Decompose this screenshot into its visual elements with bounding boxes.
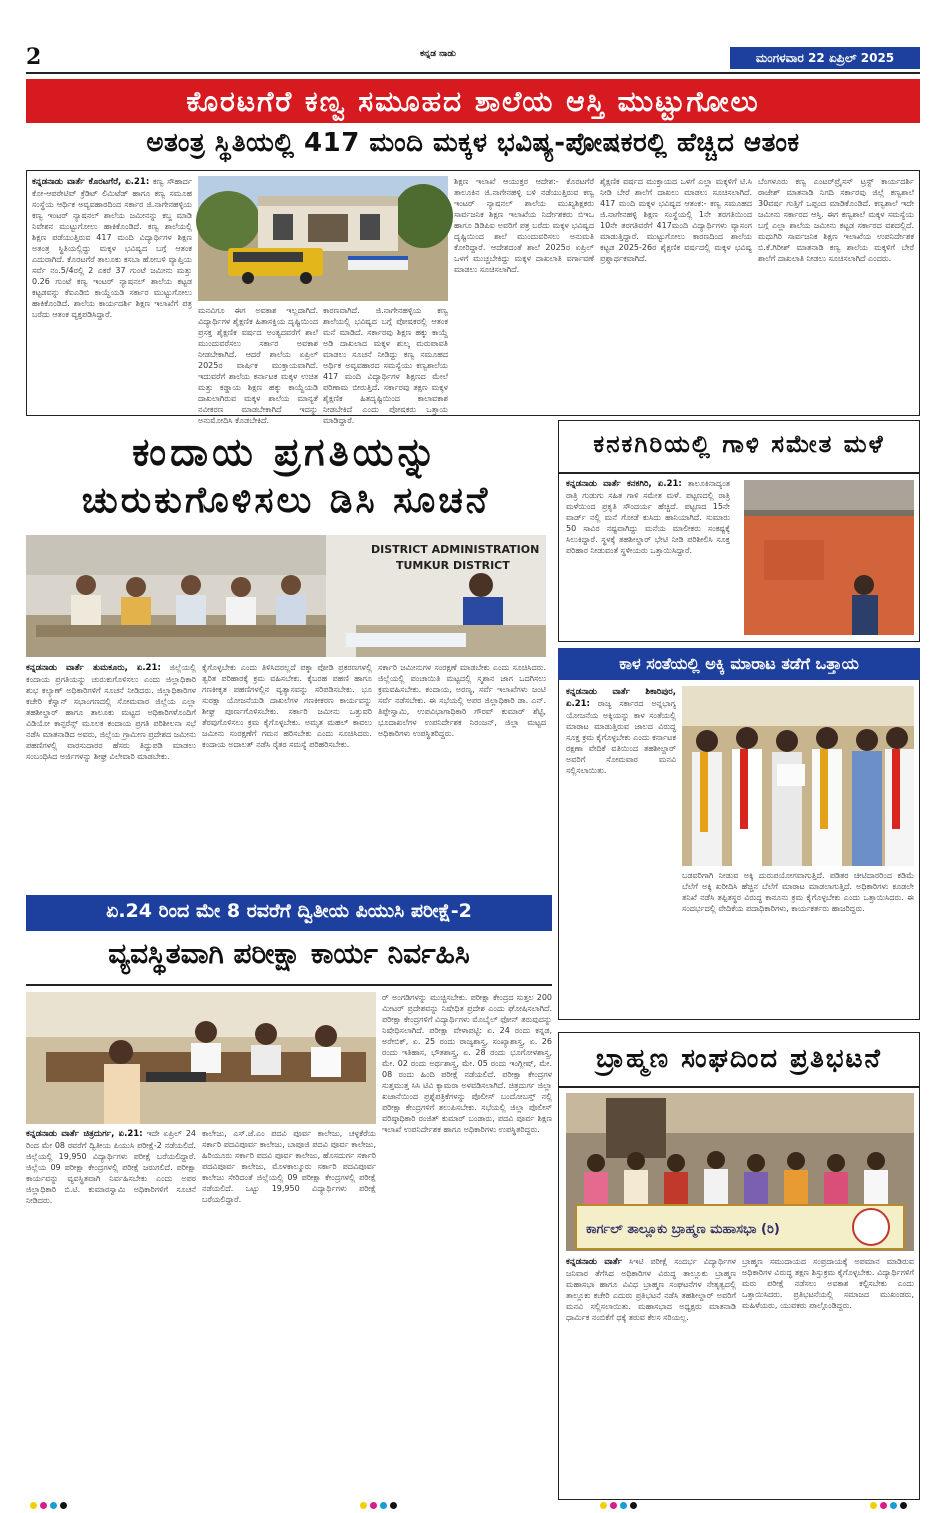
- registration-marks-center2: [600, 1494, 640, 1513]
- story1-col6: [758, 176, 914, 412]
- story1-headline: ಅತಂತ್ರ ಸ್ಥಿತಿಯಲ್ಲಿ 417 ಮಂದಿ ಮಕ್ಕಳ ಭವಿಷ್ಯ-ಪೋಷಕರಲ್ಲಿ ಹೆಚ್ಚಿದ ಆತಂಕ: [146, 128, 800, 158]
- story2-text3: ಸರ್ಕಾರಿ ಜಮೀನುಗಳ ಸಂರಕ್ಷಣೆ ಮಾಡಬೇಕು ಎಂದು ಸೂಚಿಸಿದರು. ಜಿಲ್ಲೆಯಲ್ಲಿ ಪಂಚಾಯಿತಿ ಮಟ್ಟದಲ್ಲಿ ಸ್ಮಶಾನ ಜಾಗ ಒದಗಿಸಲು ಕ್ರಮವಹಿಸಬೇಕು. ಕಂದಾಯ, ಅರಣ್ಯ, ಸರ್ವೆ ಇಲಾಖೆಗಳು ಜಂಟಿ ಸರ್ವೆ ನಡೆಸಬೇಕು. ಈ ಸಭೆಯಲ್ಲಿ ಅಪರ ಜಿಲ್ಲಾಧಿಕಾರಿ ಡಾ. ಎನ್. ತಿಪ್ಪೇಸ್ವಾಮಿ, ಉಪವಿಭಾಗಾಧಿಕಾರಿ ಗೌರವ್ ಕುಮಾರ್ ಶೆಟ್ಟಿ, ಭೂದಾಖಲೆಗಳ ಉಪನಿರ್ದೇಶಕ ನಿರಂಜನ್, ಜಿಲ್ಲಾ ಮಟ್ಟದ ಅಧಿಕಾರಿಗಳು ಉಪಸ್ಥಿತರಿದ್ದರು.: [378, 663, 546, 738]
- page-number: 2: [26, 44, 42, 70]
- story3-col: [566, 478, 730, 638]
- story6-byline: ಕನ್ನಡನಾಡು ವಾರ್ತೆ: [566, 1257, 623, 1267]
- story4-col-bottom: [682, 870, 914, 1015]
- story2-headline-line1: ಕಂದಾಯ ಪ್ರಗತಿಯನ್ನು: [132, 430, 440, 474]
- story1-text5: ಶೈಕ್ಷಣಿಕ ವರ್ಷದ ಮುಕ್ತಾಯದ ಒಳಗೆ ಎಲ್ಲಾ ಮಕ್ಕಳಿಗೆ ಟಿ.ಸಿ ನೀಡಿ ಬೇರೆ ಶಾಲೆಗೆ ದಾಖಲು ಮಾಡಲು ಸೂಚಿಸಲಾಗಿದೆ. 417 ಮಂದಿ ಮಕ್ಕಳ ಭವಿಷ್ಯದ ಆತಂಕ:- ಕಣ್ವ ಸಮೂಹದ ಜಿ.ನಾಗೇನಹಳ್ಳಿ ಶಿಕ್ಷಣ ಸಂಸ್ಥೆಯಲ್ಲಿ 1ನೇ ತರಗತಿಯಿಂದ 10ನೇ ತರಗತಿವರೆಗೆ 417ಮಂದಿ ವಿದ್ಯಾರ್ಥಿಗಳು ವ್ಯಾಸಂಗ ಮಾಡುತ್ತಿದ್ದಾರೆ. ಮುಟ್ಟುಗೋಲು ಕಾರಣದಿಂದ ಶಾಲೆಯ ಕಟ್ಟಡ 2025-26ರ ಶೈಕ್ಷಣಿಕ ವರ್ಷದಲ್ಲಿ ಮಕ್ಕಳ ಭವಿಷ್ಯ ಪ್ರಶ್ನಾರ್ಥಕವಾಗಿದೆ.: [600, 177, 752, 263]
- story3-headline: ಕನಕಗಿರಿಯಲ್ಲಿ ಗಾಳಿ ಸಮೇತ ಮಳೆ: [593, 430, 885, 458]
- protest-banner-text: ಕಾರ್ಗಲ್ ತಾಲ್ಲೂಕು ಬ್ರಾಹ್ಮಣ ಮಹಾಸಭಾ (ರಿ): [586, 1222, 780, 1237]
- story5-col2: [202, 1128, 376, 1500]
- sign-line2: TUMKUR DISTRICT: [396, 559, 510, 572]
- story3-rule: [558, 472, 920, 474]
- paper-name: ಕನ್ನಡ ನಾಡು: [420, 49, 456, 59]
- story2-text1: ಜಿಲ್ಲೆಯಲ್ಲಿ ಕಂದಾಯ ಪ್ರಗತಿಯನ್ನು ಚುರುಕುಗೊಳಿಸಲು ಎಂದು ಜಿಲ್ಲಾಧಿಕಾರಿ ಶುಭ ಕಲ್ಯಾಣ್ ಅಧಿಕಾರಿಗಳಿಗೆ ಸೂಚನೆ ನೀಡಿದರು. ಜಿಲ್ಲಾಧಿಕಾರಿಗಳ ಕಚೇರಿ ಕೆಸ್ವಾನ್ ಸಭಾಂಗಣದಲ್ಲಿ ಸೋಮವಾರ ಜಿಲ್ಲೆಯ ಎಲ್ಲಾ ತಹಶೀಲ್ದಾರ್ ಹಾಗೂ ತಾಲೂಕು ಮಟ್ಟದ ಅಧಿಕಾರಿಗಳೊಂದಿಗೆ ವಿಡಿಯೋ ಕಾನ್ಫರೆನ್ಸ್ ಮೂಲಕ ಕಂದಾಯ ಪ್ರಗತಿ ಪರಿಶೀಲನಾ ಸಭೆ ನಡೆಸಿ ಮಾತನಾಡಿದ ಅವರು, ಜಿಲ್ಲೆಯ ಗ್ರಾಮೀಣ ಪ್ರದೇಶದ ಜಮೀನು ಪಹಣಿಗಳಲ್ಲಿ ವಾರಸುದಾರರ ಹೆಸರು ತಿದ್ದುಪಡಿ ಮಾಡಲು ಸಂಬಂಧಿಸಿದ ಅರ್ಜಿಗಳನ್ನು ಶೀಘ್ರ ವಿಲೇವಾರಿ ಮಾಡಬೇಕು.: [26, 663, 196, 761]
- story3-byline: ಕನ್ನಡನಾಡು ವಾರ್ತೆ ಕನಕಗಿರಿ, ಏ.21:: [566, 479, 682, 489]
- story1-byline: ಕನ್ನಡನಾಡು ವಾರ್ತೆ ಕೊರಟಗೆರೆ, ಏ.21:: [32, 177, 150, 187]
- story6-col1: [566, 1256, 736, 1496]
- story5-rule: [26, 984, 552, 986]
- story5-byline: ಕನ್ನಡನಾಡು ವಾರ್ತೆ ಚಿತ್ರದುರ್ಗ, ಏ.21:: [26, 1129, 143, 1139]
- story5-kicker-bar: [26, 895, 552, 931]
- story1-col3: [323, 305, 448, 425]
- story6-text1: ಸಿಇಟಿ ಪರೀಕ್ಷೆ ಸಂದರ್ಭ ವಿದ್ಯಾರ್ಥಿಗಳ ಜನಿವಾರ ತೆಗೆಸಿದ ಅಧಿಕಾರಿಗಳ ವಿರುದ್ಧ ತಾಲ್ಲೂಕು ಬ್ರಾಹ್ಮಣ ಮಹಾಸಭಾ ಹಾಗೂ ವಿವಿಧ ಬ್ರಾಹ್ಮಣ ಸಂಘಟನೆಗಳ ನೇತೃತ್ವದಲ್ಲಿ ತಾಲ್ಲೂಕು ಕಚೇರಿ ಎದುರು ಪ್ರತಿಭಟನೆ ನಡೆಸಿ ತಹಶೀಲ್ದಾರ್ ಅವರಿಗೆ ಮನವಿ ಸಲ್ಲಿಸಲಾಯಿತು. ಮಹಾಸಭಾದ ಅಧ್ಯಕ್ಷರು ಮಾತನಾಡಿ ಧಾರ್ಮಿಕ ನಂಬಿಕೆಗೆ ಧಕ್ಕೆ ತರುವ ಕೆಲಸ ಸರಿಯಲ್ಲ.: [566, 1257, 736, 1322]
- masthead-rule: [26, 72, 920, 74]
- registration-marks-left: [30, 1494, 70, 1513]
- story1-text6: ಬೆಂಗಳೂರು ಕಣ್ವ ಎಂಟರ್‌ಪ್ರೈಸಸ್ ಟ್ರಸ್ಟ್ ಕಾರ್ಯದರ್ಶಿ ರಾಜೇಶ್ ಮಾತನಾಡಿ ನಿಗದಿ ಸರ್ಕಾರವು ಜಿಲ್ಲೆ ಕಣ್ವಶಾಲೆ 30ವರ್ಷ ಗುತ್ತಿಗೆ ಒಪ್ಪಂದ ಮಾಡಿಕೊಂಡಿದೆ. ಕಣ್ವಶಾಲೆ ಇದೇ ಜಮೀನು ಸರ್ಕಾರದ ಆಸ್ತಿ. ಈಗ ಕಣ್ವಶಾಲೆ ಮಕ್ಕಳ ಸಮಸ್ಯೆಯ ಬಗ್ಗೆ ಎಲ್ಲಾ ಶಾಲೆಯ ಜಮೀನು ಕಟ್ಟಡ ಸರ್ಕಾರದ ವಶದಲ್ಲಿದೆ. ಮಧುಗಿರಿ ಸಾರ್ವಜನಿಕ ಶಿಕ್ಷಣ ಇಲಾಖೆಯ ಉಪನಿರ್ದೇಶಕ ಬಿ.ಕೆ.ಗಿರೀಶ್ ಮಾತನಾಡಿ ಕಣ್ವ ಶಾಲೆಯ ಮಕ್ಕಳಿಗೆ ಬೇರೆ ಶಾಲೆಗೆ ದಾಖಲಾತಿ ನೀಡಲು ಸೂಚಿಸಲಾಗಿದೆ ಎಂದರು.: [758, 177, 914, 263]
- story2-col1: [26, 662, 196, 882]
- story6-headline: ಬ್ರಾಹ್ಮಣ ಸಂಘದಿಂದ ಪ್ರತಿಭಟನೆ: [596, 1044, 882, 1074]
- sign-line1: DISTRICT ADMINISTRATION: [371, 543, 540, 556]
- story4-byline: ಕನ್ನಡನಾಡು ವಾರ್ತೆ ಶಿಕಾರಿಪುರ, ಏ.21:: [566, 687, 676, 709]
- story2-headline-line2: ಚುರುಕುಗೊಳಿಸಲು ಡಿಸಿ ಸೂಚನೆ: [81, 480, 491, 521]
- memorandum-photo: [682, 686, 914, 866]
- story4-headline: ಕಾಳ ಸಂತೆಯಲ್ಲಿ ಅಕ್ಕಿ ಮಾರಾಟ ತಡೆಗೆ ಒತ್ತಾಯ: [619, 654, 859, 673]
- story5-col3: [382, 992, 552, 1500]
- story5-text2: ಕಾಲೇಜು, ಎಸ್.ಜೆ.ಎಂ ಪದವಿ ಪೂರ್ವ ಕಾಲೇಜು, ಚಳ್ಳಕೆರೆಯ ಸರ್ಕಾರಿ ಪದವಿಪೂರ್ವ ಕಾಲೇಜು, ಬಾಪೂಜಿ ಪದವಿ ಪೂರ್ವ ಕಾಲೇಜು, ಹಿರಿಯೂರು ಸರ್ಕಾರಿ ಪದವಿ ಪೂರ್ವ ಕಾಲೇಜು, ಹೊಸದುರ್ಗ ಸರ್ಕಾರಿ ಪದವಿಪೂರ್ವ ಕಾಲೇಜು, ಮೊಳಕಾಲ್ಮೂರು ಸರ್ಕಾರಿ ಪದವಿಪೂರ್ವ ಕಾಲೇಜು ಸೇರಿದಂತೆ ಜಿಲ್ಲೆಯಲ್ಲಿ 09 ಪರೀಕ್ಷಾ ಕೇಂದ್ರಗಳಲ್ಲಿ ಪರೀಕ್ಷೆ ನಡೆಯಲಿದೆ. ಒಟ್ಟು 19,950 ವಿದ್ಯಾರ್ಥಿಗಳು ಪರೀಕ್ಷೆ ಬರೆಯಲಿದ್ದಾರೆ.: [202, 1129, 376, 1204]
- story1-col4: [454, 176, 594, 412]
- story1-kicker: ಕೊರಟಗೆರೆ ಕಣ್ವ ಸಮೂಹದ ಶಾಲೆಯ ಆಸ್ತಿ ಮುಟ್ಟುಗೋಲು: [186, 85, 760, 118]
- registration-marks-right: [870, 1494, 910, 1513]
- story1-col2: [198, 305, 318, 425]
- story2-col2: [202, 662, 372, 882]
- story5-text1: ಇದೇ ಏಪ್ರಿಲ್ 24 ರಿಂದ ಮೇ 08 ರವರೆಗೆ ದ್ವಿತೀಯ ಪಿಯುಸಿ ಪರೀಕ್ಷೆ-2 ನಡೆಯಲಿದೆ. ಜಿಲ್ಲೆಯಲ್ಲಿ 19,950 ವಿದ್ಯಾರ್ಥಿಗಳು ಪರೀಕ್ಷೆ ಬರೆಯಲಿದ್ದಾರೆ. ಜಿಲ್ಲೆಯ 09 ಪರೀಕ್ಷಾ ಕೇಂದ್ರಗಳಲ್ಲಿ ಪರೀಕ್ಷೆ ಜರುಗಲಿದೆ. ಪರೀಕ್ಷಾ ಕಾರ್ಯವನ್ನು ವ್ಯವಸ್ಥಿತವಾಗಿ ನಿರ್ವಹಿಸಬೇಕು ಎಂದು ಅಪರ ಜಿಲ್ಲಾಧಿಕಾರಿ ಬಿ.ಟಿ. ಕುಮಾರಸ್ವಾಮಿ ಅಧಿಕಾರಿಗಳಿಗೆ ಸೂಚನೆ ನೀಡಿದರು.: [26, 1129, 196, 1205]
- story5-col1: [26, 1128, 196, 1500]
- story6-col2: [742, 1256, 914, 1496]
- story1-text2: ಮನವಿಗೂ ಈಗ ಅವಕಾಶ ಇಲ್ಲದಾಗಿದೆ. ವಿದ್ಯಾರ್ಥಿಗಳ ಶೈಕ್ಷಣಿಕ ಹಿತಾಸಕ್ತಿಯ ದೃಷ್ಟಿಯಿಂದ ಪ್ರಸಕ್ತ ಶೈಕ್ಷಣಿಕ ವರ್ಷದ ಅಂತ್ಯದವರೆಗೆ ಶಾಲೆ ಮುಂದುವರೆಸಲು ಸರ್ಕಾರ ಅವಕಾಶ ನೀಡಬೇಕಾಗಿದೆ. ಆದರೆ ಶಾಲೆಯ ಏಪ್ರಿಲ್ 2025ರ ವಾರ್ಷಿಕ ಮುಕ್ತಾಯವಾಗಿದೆ. ಇದುವರೆಗೆ ಶಾಲೆಯ ಕರ್ನಾಟಕ ಮಕ್ಕಳ ಉಚಿತ ಮತ್ತು ಕಡ್ಡಾಯ ಶಿಕ್ಷಣ ಹಕ್ಕು ಕಾಯ್ದೆಯಡಿ ದಾಖಲಾಗಿರುವ ಮಕ್ಕಳ ಶಾಲೆಯ ಮಾನ್ಯತೆ ನವೀಕರಣ ಮಾಡಬೇಕಾಗಿದೆ ಇದನ್ನು ಅನುಮೋದಿಸಿ ಕೊಡಬೇಕಿದೆ.: [198, 306, 318, 425]
- story2-byline: ಕನ್ನಡನಾಡು ವಾರ್ತೆ ತುಮಕೂರು, ಏ.21:: [26, 663, 161, 673]
- story6-rule: [558, 1086, 920, 1088]
- story1-text3: ಕಾರಣವಾಗಿದೆ. ಜಿ.ನಾಗೇನಹಳ್ಳಿಯ ಕಣ್ವ ಶಾಲೆಯಲ್ಲಿ ಭವಿಷ್ಯದ ಬಗ್ಗೆ ಪೋಷಕರಲ್ಲಿ ಆತಂಕ ಮನೆ ಮಾಡಿದೆ. ಸರ್ಕಾರವು ಶಿಕ್ಷಣ ಹಕ್ಕು ಕಾಯ್ದೆ ಅಡಿ ದಾಖಲಾದ ಮಕ್ಕಳ ಶುಲ್ಕ ಮರುಪಾವತಿ ಮಾಡಲು ಸೂಚನೆ ನೀಡಿದ್ದು ಕಣ್ವ ಸಮೂಹದ ಅರ್ಥಿಕ ಅವ್ಯವಹಾರದ ಸಮಸ್ಯೆಯು ಕಣ್ವಶಾಲೆಯ 417 ಮಂದಿ ವಿದ್ಯಾರ್ಥಿಗಳ ಶಿಕ್ಷಣದ ಮೇಲೆ ಪರಿಣಾಮ ಬೀರುತ್ತಿದೆ. ಸರ್ಕಾರವು ತಕ್ಷಣ ಮಕ್ಕಳ ಶೈಕ್ಷಣಿಕ ಹಿತದೃಷ್ಟಿಯಿಂದ ಕಾಲಾವಕಾಶ ನೀಡಬೇಕಿದೆ ಎಂದು ಪೋಷಕರು ಒತ್ತಾಯ ಮಾಡಿದ್ದಾರೆ.: [323, 306, 448, 425]
- story5-kicker: ಏ.24 ರಿಂದ ಮೇ 8 ರವರೆಗೆ ದ್ವಿತೀಯ ಪಿಯುಸಿ ಪರೀಕ್ಷೆ-2: [106, 900, 472, 922]
- story5-headline: ವ್ಯವಸ್ಥಿತವಾಗಿ ಪರೀಕ್ಷಾ ಕಾರ್ಯ ನಿರ್ವಹಿಸಿ: [108, 937, 470, 970]
- story1-col5: [600, 176, 752, 412]
- story1-text4: ಶಿಕ್ಷಣ ಇಲಾಖೆ ಆಯುಕ್ತರ ಆದೇಶ:- ಕೊರಟಗೆರೆ ತಾಲೂಕಿನ ಜಿ.ನಾಗೇನಹಳ್ಳಿ ಬಳಿ ನಡೆಯುತ್ತಿರುವ ಕಣ್ವ ಇಂಟರ್ ನ್ಯಾಷನಲ್ ಶಾಲೆಯ ಮುಖ್ಯಶಿಕ್ಷಕರು ಸಾರ್ವಜನಿಕ ಶಿಕ್ಷಣ ಇಲಾಖೆಯ ನಿರ್ದೇಶಕರು ಬಿಇಒ ಹಾಗೂ ಡಿಡಿಪಿಐ ಅವರಿಗೆ ಪತ್ರ ಬರೆದು ಮಕ್ಕಳ ಭವಿಷ್ಯದ ದೃಷ್ಟಿಯಿಂದ ಶಾಲೆ ಮುಂದುವರಿಸಲು ಅನುಮತಿ ಕೋರಿದ್ದಾರೆ. ಆದೇಶದಂತೆ ಶಾಲೆ 2025ರ ಏಪ್ರಿಲ್ ಒಳಗೆ ಮುಚ್ಚಬೇಕಿದ್ದು ಮಕ್ಕಳ ದಾಖಲಾತಿ ವರ್ಗಾವಣೆ ಮಾಡಲು ಸೂಚಿಸಲಾಗಿದೆ.: [454, 177, 594, 274]
- story4-col-left: [566, 686, 676, 871]
- story4-text1: ರಾಜ್ಯ ಸರ್ಕಾರದ ಅನ್ನಭಾಗ್ಯ ಯೋಜನೆಯ ಅಕ್ಕಿಯನ್ನು ಕಾಳ ಸಂತೆಯಲ್ಲಿ ಮಾರಾಟ ಮಾಡುತ್ತಿರುವ ಜಾಲದ ವಿರುದ್ಧ ಸೂಕ್ತ ಕ್ರಮ ಕೈಗೊಳ್ಳಬೇಕು ಎಂದು ಕರ್ನಾಟಕ ರಕ್ಷಣಾ ವೇದಿಕೆ ವತಿಯಿಂದ ತಹಶೀಲ್ದಾರ್ ಅವರಿಗೆ ಸೋಮವಾರ ಮನವಿ ಸಲ್ಲಿಸಲಾಯಿತು.: [566, 699, 677, 775]
- school-building-photo: [198, 176, 448, 301]
- story2-text2: ಕೈಗೊಳ್ಳಬೇಕು ಎಂದು ತಿಳಿಸಿದರಲ್ಲದೆ ಪಕ್ಕಾ ಪೋಡಿ ಪ್ರಕರಣಗಳಲ್ಲಿ ತ್ವರಿತ ಪರಿಹಾರಕ್ಕೆ ಕ್ರಮ ವಹಿಸಬೇಕು. ಕೈಬರಹ ಪಹಣಿ ಹಾಗೂ ಗಣಕೀಕೃತ ಪಹಣಿಗಳಲ್ಲಿನ ವ್ಯತ್ಯಾಸವನ್ನು ಸರಿಪಡಿಸಬೇಕು. ಭೂ ಸುರಕ್ಷಾ ಯೋಜನೆಯಡಿ ದಾಖಲೆಗಳ ಗಣಕೀಕರಣ ಕಾರ್ಯವನ್ನು ಶೀಘ್ರ ಪೂರ್ಣಗೊಳಿಸಬೇಕು. ಸರ್ಕಾರಿ ಜಮೀನು ಒತ್ತುವರಿ ತೆರವುಗೊಳಿಸಲು ಕ್ರಮ ಕೈಗೊಳ್ಳಬೇಕು. ಅಮೃತ ಮಹಲ್ ಕಾವಲು ಜಮೀನು ಸಂರಕ್ಷಣೆಗೆ ಗಮನ ಹರಿಸಬೇಕು ಎಂದು ಸೂಚಿಸಿದರು. ಕಂದಾಯ ಅದಾಲತ್ ನಡೆಸಿ ರೈತರ ಸಮಸ್ಯೆ ಪರಿಹರಿಸಬೇಕು.: [202, 663, 372, 749]
- masthead: [0, 0, 945, 76]
- story4-headline-bar: [558, 648, 920, 680]
- story2-col3: [378, 662, 546, 882]
- rain-damage-photo: [744, 480, 914, 635]
- protest-photo: [566, 1093, 914, 1251]
- collector-meeting-photo: [26, 535, 546, 657]
- story5-text4: ಪರೀಕ್ಷಾ ಕೇಂದ್ರಗಳ ಸುತ್ತಮುತ್ತ ಸಿಸಿ ಟಿವಿ ಕ್ಯಾಮರಾ ಅಳವಡಿಸಲಾಗಿದೆ. ಚಿತ್ರದುರ್ಗ ಜಿಲ್ಲಾ ಖಜಾನೆಯಿಂದ ಪ್ರಶ್ನೆಪತ್ರಿಕೆಗಳನ್ನು ಪೊಲೀಸ್ ಬಂದೋಬಸ್ತ್ ನಲ್ಲಿ ಪರೀಕ್ಷಾ ಕೇಂದ್ರಗಳಿಗೆ ತಲುಪಿಸಬೇಕು. ಸಭೆಯಲ್ಲಿ ಜಿಲ್ಲಾ ಪೊಲೀಸ್ ವರಿಷ್ಠಾಧಿಕಾರಿ ರಂಜಿತ್ ಕುಮಾರ್ ಬಂಡಾರು, ಪದವಿ ಪೂರ್ವ ಶಿಕ್ಷಣ ಇಲಾಖೆ ಉಪನಿರ್ದೇಶಕ ಹಾಗೂ ಅಧಿಕಾರಿಗಳು ಉಪಸ್ಥಿತರಿದ್ದರು.: [382, 1070, 552, 1134]
- story4-text2: ಬಡವರಿಗಾಗಿ ನೀಡುವ ಅಕ್ಕಿ ದುರುಪಯೋಗವಾಗುತ್ತಿದೆ. ಪಡಿತರ ಚೀಟಿದಾರರಿಂದ ಕಡಿಮೆ ಬೆಲೆಗೆ ಅಕ್ಕಿ ಖರೀದಿಸಿ ಹೆಚ್ಚಿನ ಬೆಲೆಗೆ ಮಾರಾಟ ಮಾಡಲಾಗುತ್ತಿದೆ. ಅಧಿಕಾರಿಗಳು ಕೂಡಲೇ ತನಿಖೆ ನಡೆಸಿ ತಪ್ಪಿತಸ್ಥರ ವಿರುದ್ಧ ಕಾನೂನು ಕ್ರಮ ಕೈಗೊಳ್ಳಬೇಕು ಎಂದು ಒತ್ತಾಯಿಸಿದರು. ಈ ಸಂದರ್ಭದಲ್ಲಿ ವೇದಿಕೆಯ ಪದಾಧಿಕಾರಿಗಳು, ಕಾರ್ಯಕರ್ತರು ಹಾಜರಿದ್ದರು.: [682, 871, 914, 913]
- story1-text1: ಕಣ್ವ ಸೌಹಾರ್ದ ಕೋ-ಆಪರೇಟಿವ್ ಕ್ರೆಡಿಟ್ ಲಿಮಿಟೆಡ್ ಹಾಗೂ ಕಣ್ವ ಸಮೂಹ ಸಂಸ್ಥೆಯ ಆರ್ಥಿಕ ಅವ್ಯವಹಾರದಿಂದ ಸರ್ಕಾರ ಜಿ.ನಾಗೇನಹಳ್ಳಿಯ ಕಣ್ವ ಇಂಟರ್ ನ್ಯಾಷನಲ್ ಶಾಲೆಯ ಜಮೀನನ್ನು ಕಬ್ಜ ಮಾಡಿ ನಿವೇಶನ ಮುಟ್ಟುಗೋಲು ಹಾಕಿಕೊಂಡಿದೆ. ಕಣ್ವ ಶಾಲೆಯಲ್ಲಿ ಶಿಕ್ಷಣ ಪಡೆಯುತ್ತಿರುವ 417 ಮಂದಿ ವಿದ್ಯಾರ್ಥಿಗಳ ಶಿಕ್ಷಣ ಅತಂತ್ರ ಸ್ಥಿತಿಯಲ್ಲಿದ್ದು ಮಕ್ಕಳ ಭವಿಷ್ಯದ ಬಗ್ಗೆ ಆತಂಕ ಎದುರಾಗಿದೆ. ಕೊರಟಗೆರೆ ತಾಲೂಕು ಕಸಬಾ ಹೋಬಳಿ ವ್ಯಾಪ್ತಿಯ ಸರ್ವೆ ನಂ.5/4ರಲ್ಲಿ 2 ಎಕರೆ 37 ಗುಂಟೆ ಜಮೀನು ಮತ್ತು 0.26 ಗುಂಟೆ ಕಣ್ವ ಇಂಟರ್ ನ್ಯಾಷನಲ್ ಶಾಲೆಯ ಕಟ್ಟಡ ಕಟ್ಟಡವನ್ನು ಕೆಐಎಡಿಬಿ ಕಾಯ್ದೆಯಡಿ ಸರ್ಕಾರ ಮುಟ್ಟುಗೋಲು ಹಾಕಿಕೊಂಡಿದೆ. ಶಾಲೆಯ ಕಾರ್ಯದರ್ಶಿ ಶಿಕ್ಷಣ ಇಲಾಖೆಗೆ ಪತ್ರ ಬರೆದು ಆತಂಕ ವ್ಯಕ್ತಪಡಿಸಿದ್ದಾರೆ.: [32, 177, 192, 319]
- story5-text3: ರ್ ಅಂಗಡಿಗಳನ್ನು ಮುಚ್ಚಿಸಬೇಕು. ಪರೀಕ್ಷಾ ಕೇಂದ್ರದ ಸುತ್ತಲ 200 ಮೀಟರ್ ಪ್ರದೇಶವನ್ನು ನಿಷೇಧಿತ ಪ್ರದೇಶ ಎಂದು ಘೋಷಿಸಲಾಗಿದೆ. ಪರೀಕ್ಷಾ ಕೇಂದ್ರಗಳಿಗೆ ವಿದ್ಯಾರ್ಥಿಗಳು ಮೊಬೈಲ್ ಫೋನ್ ತರುವುದನ್ನು ನಿಷೇಧಿಸಲಾಗಿದೆ. ಪರೀಕ್ಷಾ ವೇಳಾಪಟ್ಟಿ: ಏ. 24 ರಂದು ಕನ್ನಡ, ಅರೇಬಿಕ್, ಏ. 25 ರಂದು ರಾಜ್ಯಶಾಸ್ತ್ರ, ಸಂಖ್ಯಾಶಾಸ್ತ್ರ, ಏ. 26 ರಂದು ಇತಿಹಾಸ, ಭೌತಶಾಸ್ತ್ರ, ಏ. 28 ರಂದು ಭೂಗೋಳಶಾಸ್ತ್ರ, ಮೇ. 02 ರಂದು ಅರ್ಥಶಾಸ್ತ್ರ, ಮೇ. 05 ರಂದು ಇಂಗ್ಲೀಷ್, ಮೇ. 08 ರಂದು ಹಿಂದಿ ಪರೀಕ್ಷೆ ನಡೆಯಲಿದೆ.: [382, 993, 552, 1079]
- story6-text2: ಬ್ರಾಹ್ಮಣ ಸಮುದಾಯದ ಸಂಪ್ರದಾಯಕ್ಕೆ ಅಪಮಾನ ಮಾಡಿರುವ ಅಧಿಕಾರಿಗಳ ವಿರುದ್ಧ ತಕ್ಷಣ ಶಿಸ್ತುಕ್ರಮ ಕೈಗೊಳ್ಳಬೇಕು. ವಿದ್ಯಾರ್ಥಿಗಳಿಗೆ ಮರು ಪರೀಕ್ಷೆ ನಡೆಸಲು ಅವಕಾಶ ಕಲ್ಪಿಸಬೇಕು ಎಂದು ಒತ್ತಾಯಿಸಿದರು. ಪ್ರತಿಭಟನೆಯಲ್ಲಿ ಸಮಾಜದ ಮುಖಂಡರು, ಮಹಿಳೆಯರು, ಯುವಕರು ಪಾಲ್ಗೊಂಡಿದ್ದರು.: [742, 1257, 914, 1310]
- registration-marks-center1: [360, 1494, 400, 1513]
- exam-meeting-photo: [26, 992, 376, 1124]
- story3-text: ತಾಲೂಕಿನಾದ್ಯಂತ ರಾತ್ರಿ ಗುಡುಗು ಸಹಿತ ಗಾಳಿ ಸಮೇತ ಮಳೆ. ಪಟ್ಟಣದಲ್ಲಿ ರಾತ್ರಿ ಮಳೆಯಿಂದ ಪ್ರಕೃತಿ ಸೌಂದರ್ಯ ಹೆಚ್ಚಿದೆ. ಪಟ್ಟಣದ 15ನೇ ವಾರ್ಡ್ ನಲ್ಲಿ ಮನೆ ಗೋಡೆ ಕುಸಿದು ಹಾನಿಯಾಗಿದೆ. ಸುಮಾರು 50 ಸಾವಿರ ನಷ್ಟವಾಗಿದ್ದು ಮನೆಯ ಮಾಲೀಕರು ಸಂಕಷ್ಟಕ್ಕೆ ಸಿಲುಕಿದ್ದಾರೆ. ಸ್ಥಳಕ್ಕೆ ತಹಶೀಲ್ದಾರ್ ಭೇಟಿ ನೀಡಿ ಪರಿಶೀಲಿಸಿ ಸೂಕ್ತ ಪರಿಹಾರ ನೀಡುವಂತೆ ಸ್ಥಳೀಯರು ಒತ್ತಾಯಿಸಿದ್ದಾರೆ.: [566, 479, 730, 555]
- story1-kicker-bar: [26, 79, 920, 123]
- date-label: ಮಂಗಳವಾರ 22 ಏಪ್ರಿಲ್ 2025: [730, 47, 920, 69]
- story1-col1: [32, 176, 192, 412]
- story4-col-left2: [566, 874, 676, 1014]
